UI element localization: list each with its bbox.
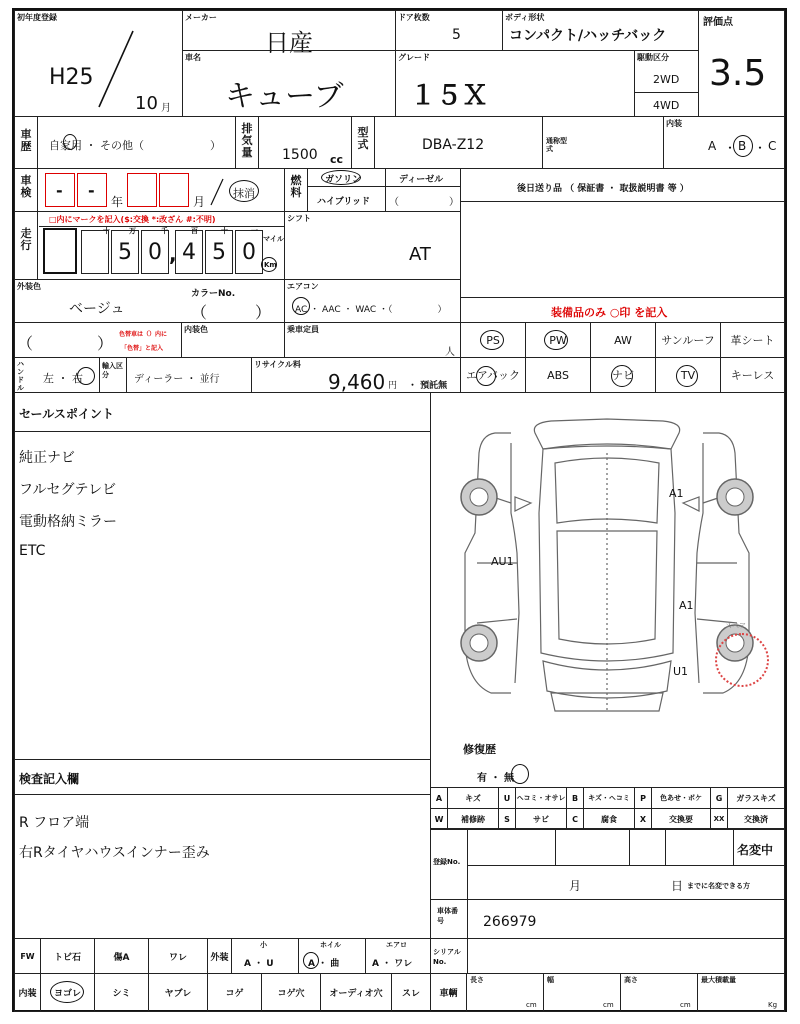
aircon-cell xyxy=(284,279,461,323)
mark-a1-rf: A1 xyxy=(669,487,684,500)
shaken-label: 車検 xyxy=(20,174,32,199)
displacement-value: 1500 xyxy=(282,147,318,163)
later-cell xyxy=(460,168,785,298)
interior-grade-b: B xyxy=(738,139,747,153)
shift-value: AT xyxy=(409,244,431,265)
shaken-expired: 抹消 xyxy=(233,187,255,200)
equip-tv: TV xyxy=(655,357,721,393)
equip-navi: ナビ xyxy=(590,357,656,393)
color-change-note1: 色替車は（）内に xyxy=(119,331,168,338)
recycle-deposit: ・ 預託無 xyxy=(408,381,448,391)
model-value: DBA-Z12 xyxy=(422,137,485,153)
unit-sen: 千 xyxy=(161,227,168,235)
aircon-label: エアコン xyxy=(287,282,319,291)
import-label: 輸入区分 xyxy=(102,362,123,379)
int-color-cell xyxy=(181,322,285,358)
chassis-cell xyxy=(430,899,785,939)
color-change-cell xyxy=(14,322,182,358)
later-value: 後日送り品 （ 保証書 ・ 取扱説明書 等 ） xyxy=(517,184,689,194)
drive-4wd: 4WD xyxy=(653,99,680,112)
score-value: 3.5 xyxy=(709,53,767,94)
fw-small-value: A ・ U xyxy=(244,959,274,969)
fuel-diesel: ディーゼル xyxy=(399,175,444,185)
fw-row: FW トビ石 傷A ワレ 外装 小 A ・ U ホイル A ・ 曲 エアロ A ・ ワレ xyxy=(14,938,431,974)
mileage-note: □内にマークを記入($:交換 *:改ざん #:不明) xyxy=(49,215,216,224)
ext-color-value: ベージュ xyxy=(69,301,125,317)
meihen-day: 日 xyxy=(671,879,684,893)
fuel-label: 燃料 xyxy=(290,174,302,199)
model-common-label: 通称型式 xyxy=(546,137,567,153)
meihen-reg-no: 登録No. xyxy=(433,858,461,866)
maker-cell xyxy=(182,10,396,57)
maker-label: メーカー xyxy=(185,13,217,22)
equip-ps-mark xyxy=(480,330,504,350)
handle-cell xyxy=(14,357,100,393)
mark-au1-left: AU1 xyxy=(491,555,514,568)
sales-line-3: 電動格納ミラー xyxy=(19,514,117,530)
equip-airbag: エアバック xyxy=(460,357,526,393)
capacity-label: 乗車定員 xyxy=(287,325,319,334)
car-name-cell xyxy=(182,50,396,117)
car-name-value: キューブ xyxy=(225,79,344,114)
chassis-label: 車体番号 xyxy=(437,907,458,925)
size-row: 車輌 長さ cm 幅 cm 高さ cm 最大積載量 Kg xyxy=(430,973,785,1012)
grade-value: １５Ｘ xyxy=(410,81,489,111)
interior-grade-a: A xyxy=(708,139,717,153)
spare-tire xyxy=(715,633,769,687)
size-width-cm: cm xyxy=(603,1001,614,1009)
sales-cell xyxy=(14,392,431,760)
displacement-unit: cc xyxy=(330,153,344,166)
repair-value: 有 ・ 無 xyxy=(477,773,514,784)
int-color-label: 内装色 xyxy=(184,325,208,334)
inspect-cell xyxy=(14,759,431,939)
unit-man: 万 xyxy=(129,227,136,235)
equip-pw: PW xyxy=(525,322,591,358)
shaken-year: 年 xyxy=(111,195,124,209)
aircon-value: AC ・ AAC ・ WAC ・（ ） xyxy=(295,305,447,315)
shaken-dash2: - xyxy=(88,181,95,200)
history-value: 自家用 ・ その他（ ） xyxy=(49,139,221,152)
shift-cell xyxy=(284,211,461,280)
model-cell xyxy=(351,116,664,169)
equip-header-cell xyxy=(460,297,785,323)
sales-line-1: 純正ナビ xyxy=(19,450,75,466)
grade-cell xyxy=(395,50,635,117)
shaken-month: 月 xyxy=(193,195,206,209)
equip-keyless: キーレス xyxy=(720,357,785,393)
inspect-title: 検査記入欄 xyxy=(19,772,80,786)
mileage-digit-1: 5 xyxy=(118,240,132,265)
displacement-label: 排気量 xyxy=(241,122,253,159)
equip-pw-mark xyxy=(544,330,568,350)
unit-hyaku: 百 xyxy=(191,227,198,235)
sales-line-2: フルセグテレビ xyxy=(19,482,117,498)
capacity-unit: 人 xyxy=(445,347,455,358)
body-type-label: ボディ形状 xyxy=(505,13,545,22)
mark-a1-right: A1 xyxy=(679,599,694,612)
doors-value: 5 xyxy=(452,27,461,43)
reg-cell xyxy=(14,10,183,117)
ext-color-no: カラーNo. xyxy=(191,289,236,299)
size-width: 幅 xyxy=(547,976,554,984)
color-change-paren: （ ） xyxy=(17,334,114,353)
chassis-value: 266979 xyxy=(483,914,537,930)
capacity-cell xyxy=(284,322,461,358)
mileage-label: 走行 xyxy=(20,227,32,252)
recycle-unit: 円 xyxy=(388,381,398,391)
sales-line-4: ETC xyxy=(19,543,46,559)
equip-tv-mark xyxy=(676,365,698,387)
drive-label: 駆動区分 xyxy=(637,53,669,62)
equip-leather: 革シート xyxy=(720,322,785,358)
spare-label: スペア xyxy=(725,622,746,630)
fw-aero-value: A ・ ワレ xyxy=(372,959,413,969)
interior-row: 内装 ヨゴレ シミ ヤブレ コゲ コゲ穴 オーディオ穴 スレ xyxy=(14,973,431,1012)
shaken-cell xyxy=(14,168,285,212)
model-label: 型式 xyxy=(357,126,369,151)
mileage-separator: , xyxy=(169,242,177,266)
mileage-mile: マイル xyxy=(263,235,284,243)
score-cell xyxy=(698,10,785,117)
size-length: 長さ xyxy=(470,976,484,984)
interior-grade-c: C xyxy=(768,139,777,153)
interior-grade-cell: 内装 A ・ B ・ C xyxy=(663,116,785,169)
ext-color-paren: （ ） xyxy=(191,303,272,322)
body-type-cell xyxy=(502,10,699,51)
diagram-cell xyxy=(430,392,785,788)
handle-value: 左 ・ 右 xyxy=(43,372,83,385)
size-weight: 最大積載量 xyxy=(701,976,736,984)
mileage-digit-4: 5 xyxy=(212,240,226,265)
recycle-cell xyxy=(251,357,461,393)
shaken-dash1: - xyxy=(56,181,63,200)
drive-2wd: 2WD xyxy=(653,73,680,86)
displacement-cell xyxy=(235,116,352,169)
drive-cell xyxy=(634,50,699,117)
mark-u1-right: U1 xyxy=(673,665,689,678)
mileage-cell xyxy=(14,211,285,280)
reg-label: 初年度登録 xyxy=(17,13,57,22)
reg-month-unit: 月 xyxy=(161,103,171,114)
import-value: ディーラー ・ 並行 xyxy=(134,374,220,385)
equip-aw: AW xyxy=(590,322,656,358)
doors-cell xyxy=(395,10,503,51)
damage-legend: A キズ U ヘコミ・オサレ B キズ・ヘコミ P 色あせ・ボケ G ガラスキズ W 補修跡 S サビ C 腐食 X 交換要 XX 交換済 xyxy=(430,787,785,829)
body-type-value: コンパクト/ハッチバック xyxy=(509,28,667,44)
history-cell xyxy=(14,116,236,169)
doors-label: ドア枚数 xyxy=(398,13,430,22)
mileage-digit-3: 4 xyxy=(182,240,196,265)
fw-wheel-value: A ・ 曲 xyxy=(308,959,340,969)
reg-year: H25 xyxy=(49,65,94,90)
meihen-name-change: 名変中 xyxy=(737,843,774,857)
mileage-km: Km xyxy=(264,261,277,269)
grade-label: グレード xyxy=(398,53,430,62)
equip-header: 装備品のみ ○印 を記入 xyxy=(551,306,668,319)
appraisal-sheet xyxy=(12,8,787,1012)
interior-stain-mark xyxy=(50,981,84,1003)
score-label: 評価点 xyxy=(703,17,733,28)
sales-title: セールスポイント xyxy=(19,407,114,421)
shift-label: シフト xyxy=(287,214,311,223)
fuel-gasoline: ガソリン xyxy=(325,175,362,185)
meihen-cell xyxy=(430,828,785,900)
mileage-digit-5: 0 xyxy=(242,240,256,265)
serial-label: シリアルNo. xyxy=(433,948,461,966)
equip-ps: PS xyxy=(460,322,526,358)
mileage-mark-box xyxy=(43,228,77,274)
maker-value: 日産 xyxy=(265,29,313,57)
equip-navi-mark xyxy=(611,365,633,387)
meihen-until: までに名変できる方 xyxy=(687,882,750,890)
mileage-digit-2: 0 xyxy=(148,240,162,265)
unit-ten-man: 十 xyxy=(103,227,110,235)
fw-small: 小 xyxy=(260,941,267,949)
history-label: 車歴 xyxy=(20,128,32,153)
ext-color-label: 外装色 xyxy=(17,282,41,291)
handle-label: ハンドル xyxy=(17,360,24,392)
inspect-line-2: 右Rタイヤハウスインナー歪み xyxy=(19,845,210,861)
recycle-value: 9,460 xyxy=(328,370,386,394)
fuel-cell xyxy=(284,168,461,212)
inspect-line-1: R フロア端 xyxy=(19,815,90,831)
unit-juu: 十 xyxy=(221,227,228,235)
repair-label: 修復歴 xyxy=(463,743,496,756)
size-height-cm: cm xyxy=(680,1001,691,1009)
color-change-note2: 「色替」と記入 xyxy=(121,345,164,352)
size-kg: Kg xyxy=(768,1001,778,1009)
reg-month: 10 xyxy=(135,93,158,114)
meihen-month: 月 xyxy=(569,879,582,893)
unit-ichi: 一 xyxy=(251,227,258,235)
recycle-label: リサイクル料 xyxy=(254,360,301,369)
equip-abs: ABS xyxy=(525,357,591,393)
import-cell xyxy=(99,357,252,393)
equip-sunroof: サンルーフ xyxy=(655,322,721,358)
interior-grade-label: 内装 xyxy=(666,119,682,128)
size-length-cm: cm xyxy=(526,1001,537,1009)
car-name-label: 車名 xyxy=(185,53,201,62)
ext-color-cell xyxy=(14,279,285,323)
serial-cell xyxy=(430,938,785,974)
fw-wheel: ホイル xyxy=(320,941,341,949)
equip-airbag-mark xyxy=(476,366,496,386)
fuel-other: （ ） xyxy=(389,197,459,208)
fuel-hybrid: ハイブリッド xyxy=(317,197,371,207)
fw-aero: エアロ xyxy=(386,941,407,949)
size-height: 高さ xyxy=(624,976,638,984)
